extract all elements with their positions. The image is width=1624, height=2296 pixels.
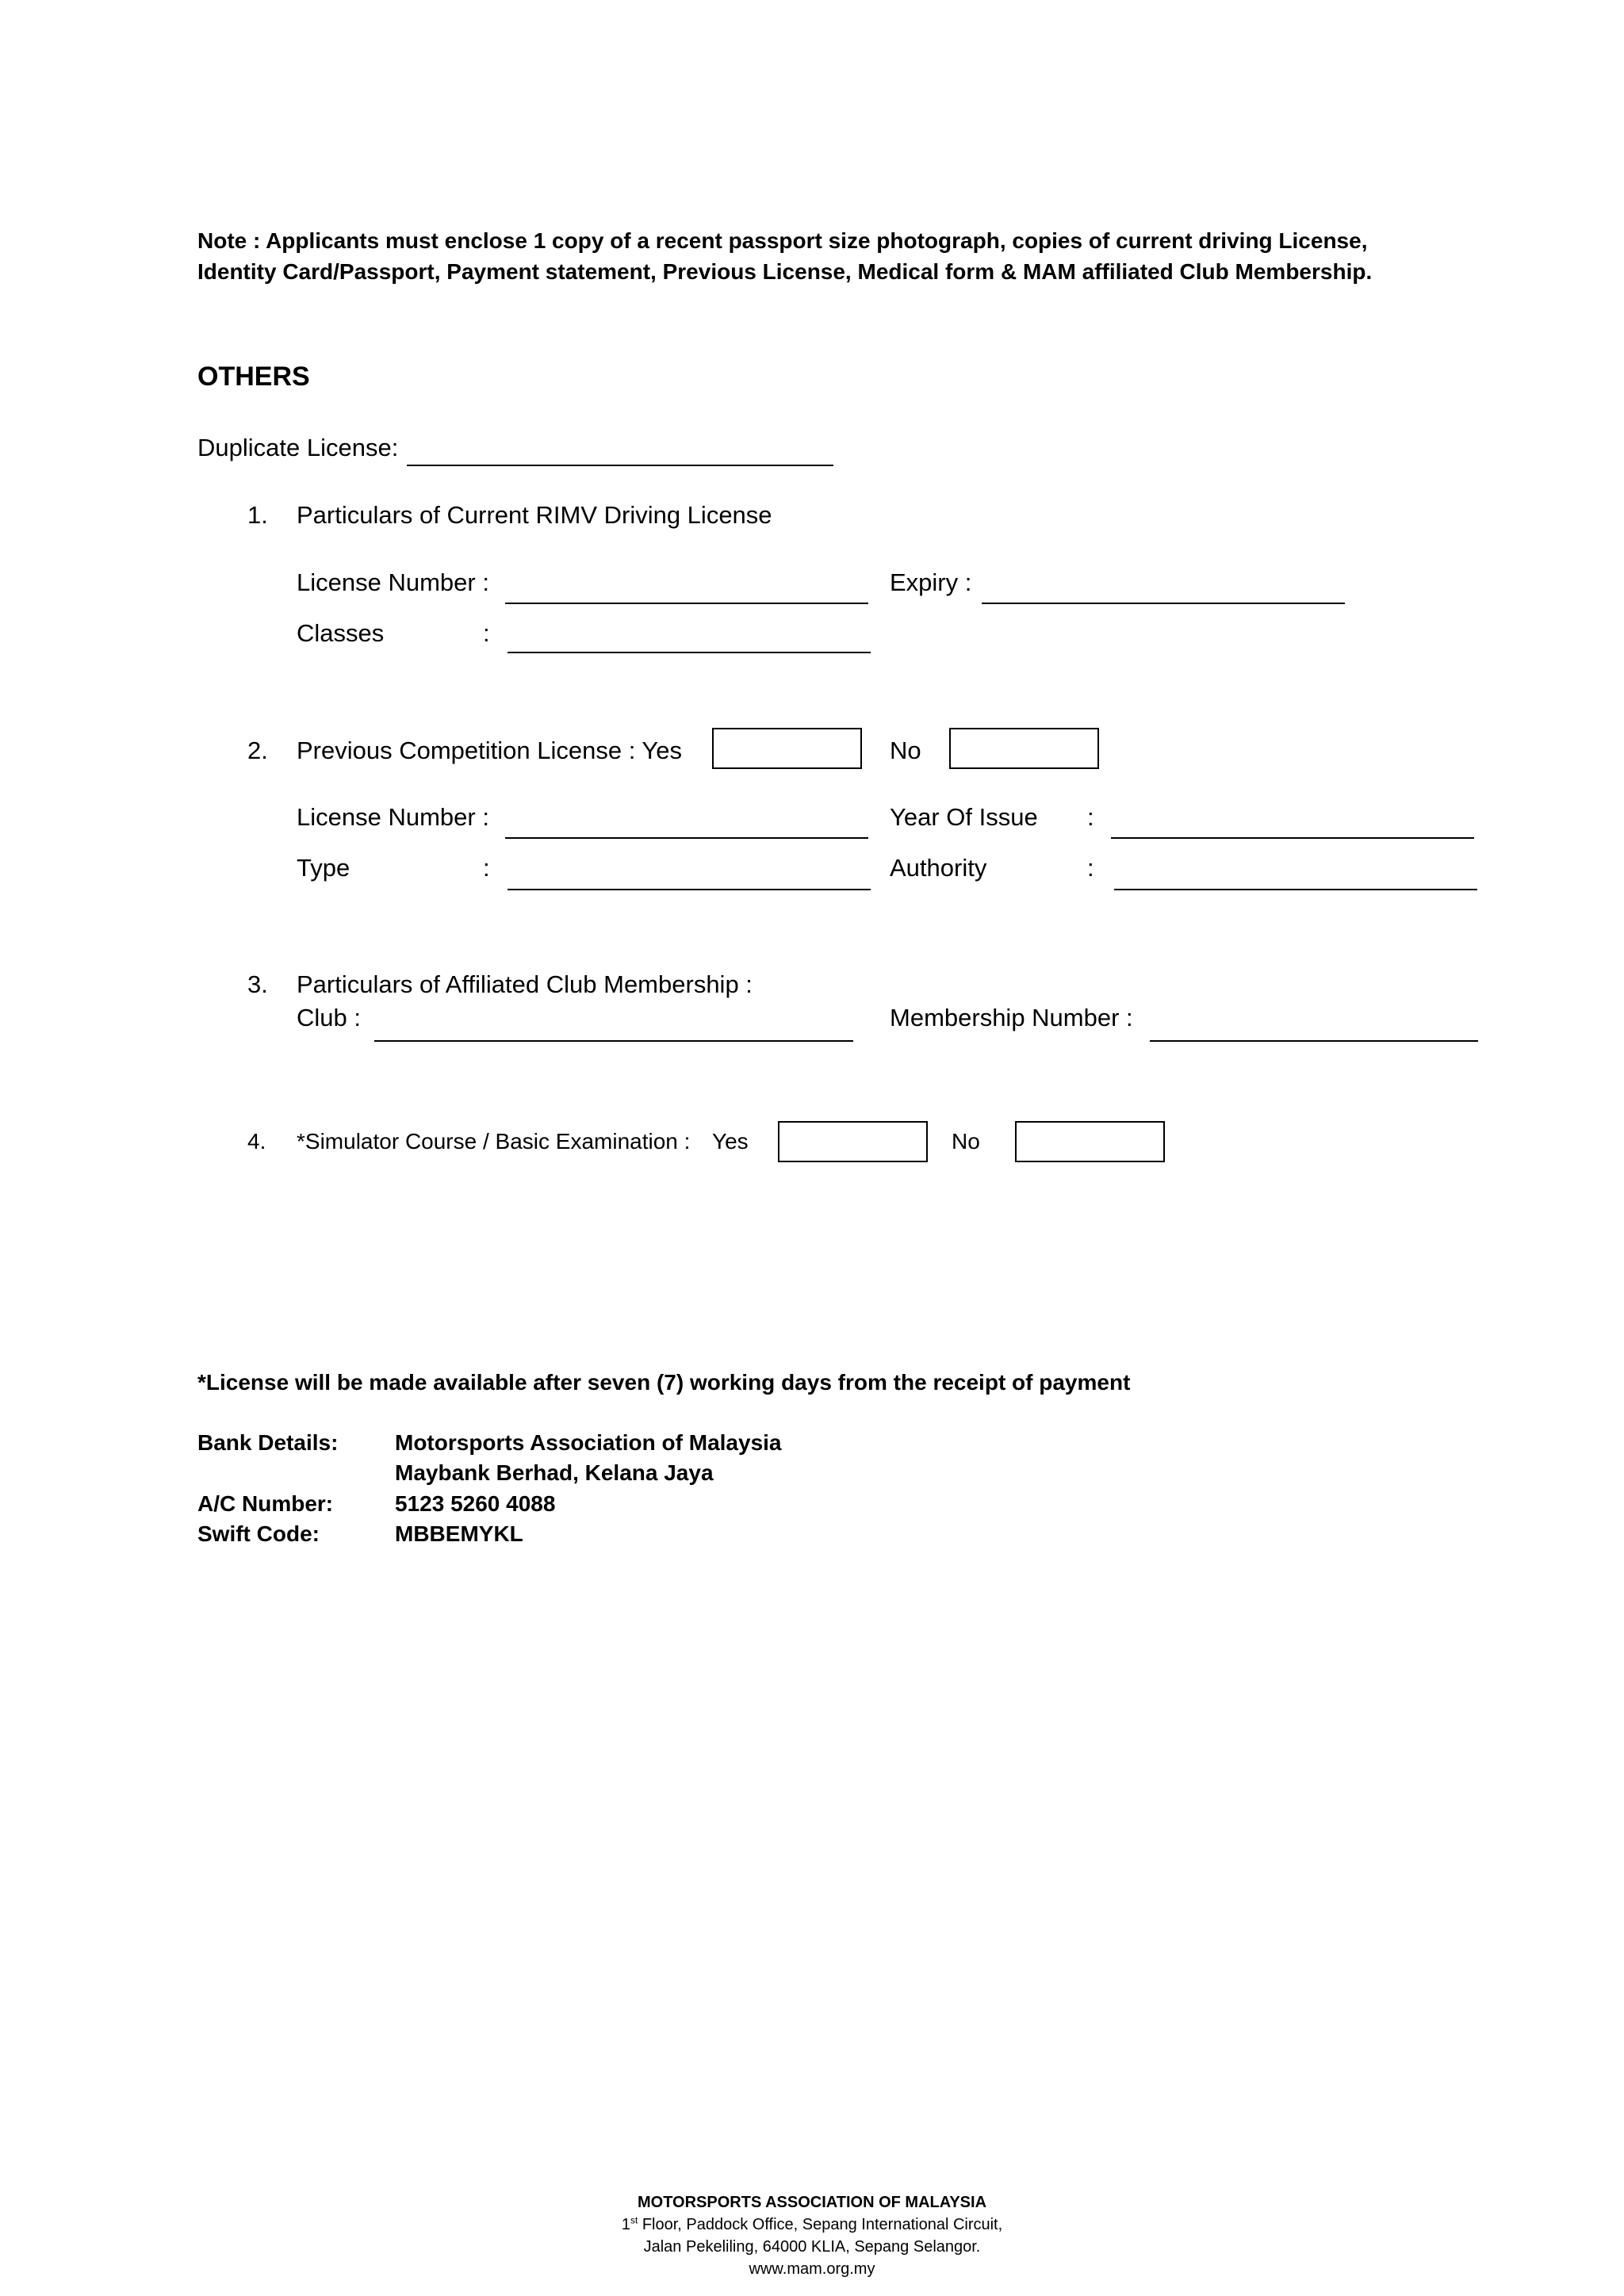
swift-code-value: MBBEMYKL <box>395 1521 523 1546</box>
prev-license-no-label: No <box>890 737 921 764</box>
prev-year-of-issue-field[interactable] <box>1111 837 1474 839</box>
item-4-title: *Simulator Course / Basic Examination : <box>297 1129 691 1154</box>
membership-number-label: Membership Number : <box>890 1004 1133 1031</box>
item-2-title: Previous Competition License : Yes <box>297 737 682 764</box>
item-1-title: Particulars of Current RIMV Driving License <box>297 501 772 529</box>
prev-license-number-field[interactable] <box>505 837 868 839</box>
bank-details-label: Bank Details: <box>197 1430 339 1455</box>
prev-authority-label: Authority <box>890 854 987 882</box>
rimv-classes-field[interactable] <box>508 652 871 653</box>
footer-org-name: MOTORSPORTS ASSOCIATION OF MALAYSIA <box>637 2194 987 2211</box>
rimv-expiry-label: Expiry : <box>890 568 972 596</box>
ac-number-value: 5123 5260 4088 <box>395 1491 556 1516</box>
duplicate-license-label: Duplicate License: <box>197 434 399 461</box>
applicant-note: Note : Applicants must enclose 1 copy of a recent passport size photograph, copies of current driving License, Identity Card/Passport, Payment statement, Previous License, Medical form & MAM affiliated Club Membership. <box>197 228 1373 284</box>
simulator-no-checkbox[interactable] <box>1015 1121 1165 1162</box>
prev-type-colon: : <box>483 854 490 882</box>
prev-license-number-label: License Number : <box>297 803 489 831</box>
prev-authority-colon: : <box>1087 854 1094 882</box>
section-title: OTHERS <box>197 362 310 392</box>
prev-license-yes-checkbox[interactable] <box>712 728 862 769</box>
footer-address-line1: 1st Floor, Paddock Office, Sepang International Circuit, <box>621 2214 1003 2233</box>
rimv-license-number-label: License Number : <box>297 568 489 596</box>
bank-details-line2: Maybank Berhad, Kelana Jaya <box>395 1460 714 1485</box>
prev-authority-field[interactable] <box>1114 889 1477 890</box>
rimv-expiry-field[interactable] <box>982 603 1345 604</box>
simulator-no-label: No <box>952 1129 980 1154</box>
license-availability-notice: *License will be made available after seven (7) working days from the receipt of payment <box>197 1370 1131 1395</box>
bank-details-line1: Motorsports Association of Malaysia <box>395 1430 782 1455</box>
ac-number-label: A/C Number: <box>197 1491 334 1516</box>
rimv-classes-label: Classes <box>297 619 385 647</box>
club-field[interactable] <box>374 1040 853 1042</box>
rimv-classes-colon: : <box>483 619 490 647</box>
simulator-yes-label: Yes <box>712 1129 749 1154</box>
rimv-license-number-field[interactable] <box>505 603 868 604</box>
item-3-title: Particulars of Affiliated Club Membership : <box>297 970 753 998</box>
duplicate-license-field[interactable] <box>407 465 833 466</box>
item-1-number: 1. <box>247 501 268 529</box>
prev-type-label: Type <box>297 854 350 882</box>
prev-year-of-issue-label: Year Of Issue <box>890 803 1038 831</box>
swift-code-label: Swift Code: <box>197 1521 320 1546</box>
simulator-yes-checkbox[interactable] <box>778 1121 928 1162</box>
club-label: Club : <box>297 1004 361 1031</box>
footer-website: www.mam.org.my <box>749 2260 875 2278</box>
prev-type-field[interactable] <box>508 889 871 890</box>
prev-license-no-checkbox[interactable] <box>949 728 1099 769</box>
item-4-number: 4. <box>247 1129 266 1154</box>
item-3-number: 3. <box>247 970 268 998</box>
footer-address-line2: Jalan Pekeliling, 64000 KLIA, Sepang Selangor. <box>643 2238 981 2256</box>
item-2-number: 2. <box>247 737 268 764</box>
membership-number-field[interactable] <box>1150 1040 1478 1042</box>
prev-year-of-issue-colon: : <box>1087 803 1094 831</box>
